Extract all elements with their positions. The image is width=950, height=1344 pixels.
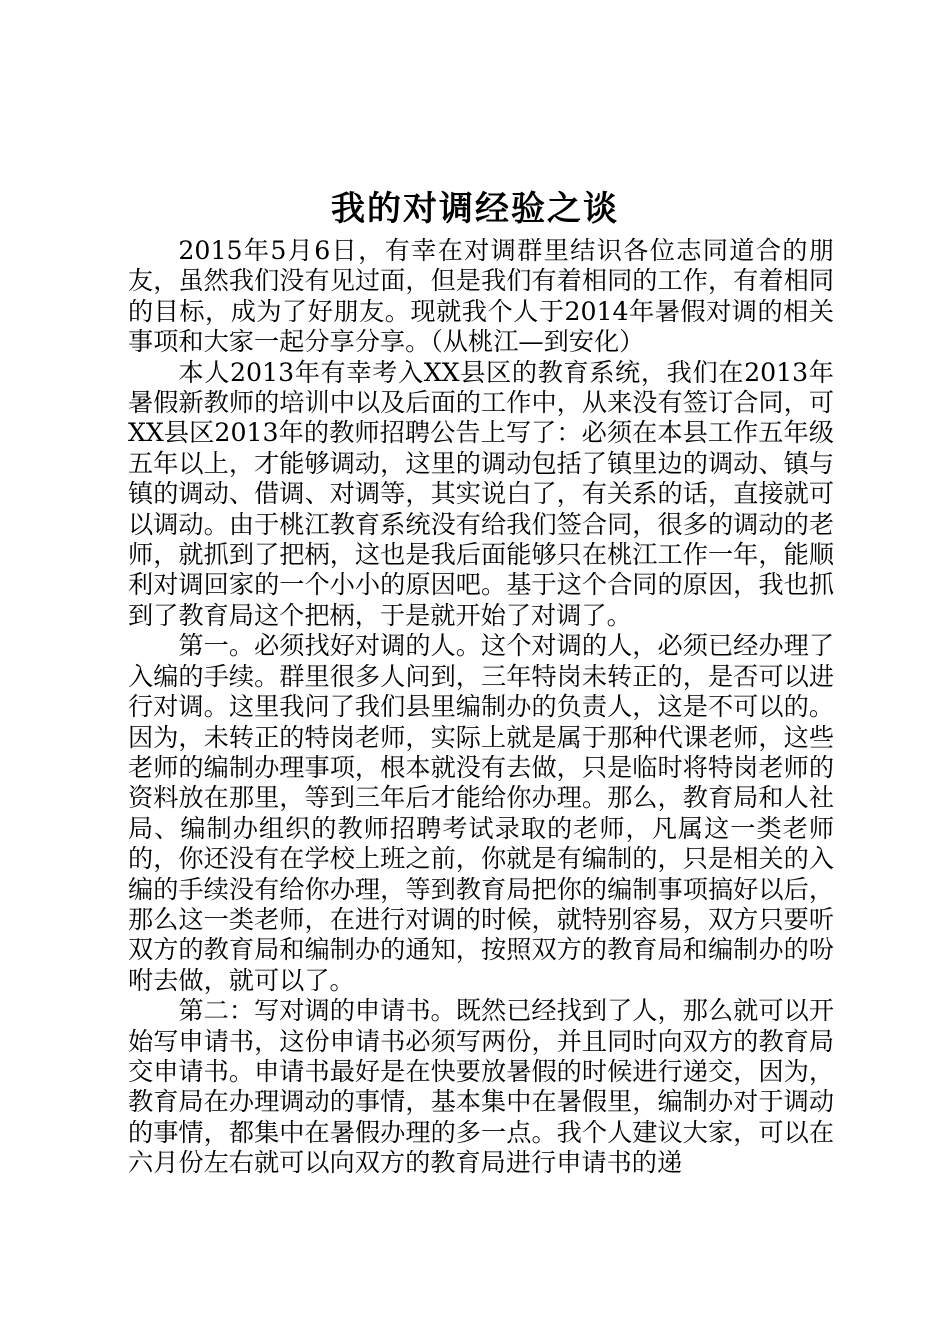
document-body xyxy=(128,236,834,1179)
paragraph-step-two: 第二：写对调的申请书。既然已经找到了人，那么就可以开始写申请书，这份申请书必须写两份，并且同时向双方的教育局交申请书。申请书最好是在快要放暑假的时候进行递交，因为，教育局在办理调动的事情，基本集中在暑假里，编制办对于调动的事情，都集中在暑假办理的多一点。我个人建议大家，可以在六月份左右就可以向双方的教育局进行申请书的递 xyxy=(128,996,834,1178)
paragraph-intro: 2015年5月6日，有幸在对调群里结识各位志同道合的朋友，虽然我们没有见过面，但是我们有着相同的工作，有着相同的目标，成为了好朋友。现就我个人于2014年暑假对调的相关事项和大家一起分享分享。（从桃江—到安化） xyxy=(128,236,834,357)
paragraph-background: 本人2013年有幸考入XX县区的教育系统，我们在2013年暑假新教师的培训中以及后面的工作中，从来没有签订合同，可XX县区2013年的教师招聘公告上写了：必须在本县工作五年级五年以上，才能够调动，这里的调动包括了镇里边的调动、镇与镇的调动、借调、对调等，其实说白了，有关系的话，直接就可以调动。由于桃江教育系统没有给我们签合同，很多的调动的老师，就抓到了把柄，这也是我后面能够只在桃江工作一年，能顺利对调回家的一个小小的原因吧。基于这个合同的原因，我也抓到了教育局这个把柄，于是就开始了对调了。 xyxy=(128,357,834,630)
paragraph-step-one: 第一。必须找好对调的人。这个对调的人，必须已经办理了入编的手续。群里很多人问到，三年特岗未转正的，是否可以进行对调。这里我问了我们县里编制办的负责人，这是不可以的。因为，未转正的特岗老师，实际上就是属于那种代课老师，这些老师的编制办理事项，根本就没有去做，只是临时将特岗老师的资料放在那里，等到三年后才能给你办理。那么，教育局和人社局、编制办组织的教师招聘考试录取的老师，凡属这一类老师的，你还没有在学校上班之前，你就是有编制的，只是相关的入编的手续没有给你办理，等到教育局把你的编制事项搞好以后，那么这一类老师，在进行对调的时候，就特别容易，双方只要听双方的教育局和编制办的通知，按照双方的教育局和编制办的吩咐去做，就可以了。 xyxy=(128,631,834,995)
document-title: 我的对调经验之谈 xyxy=(331,189,619,229)
